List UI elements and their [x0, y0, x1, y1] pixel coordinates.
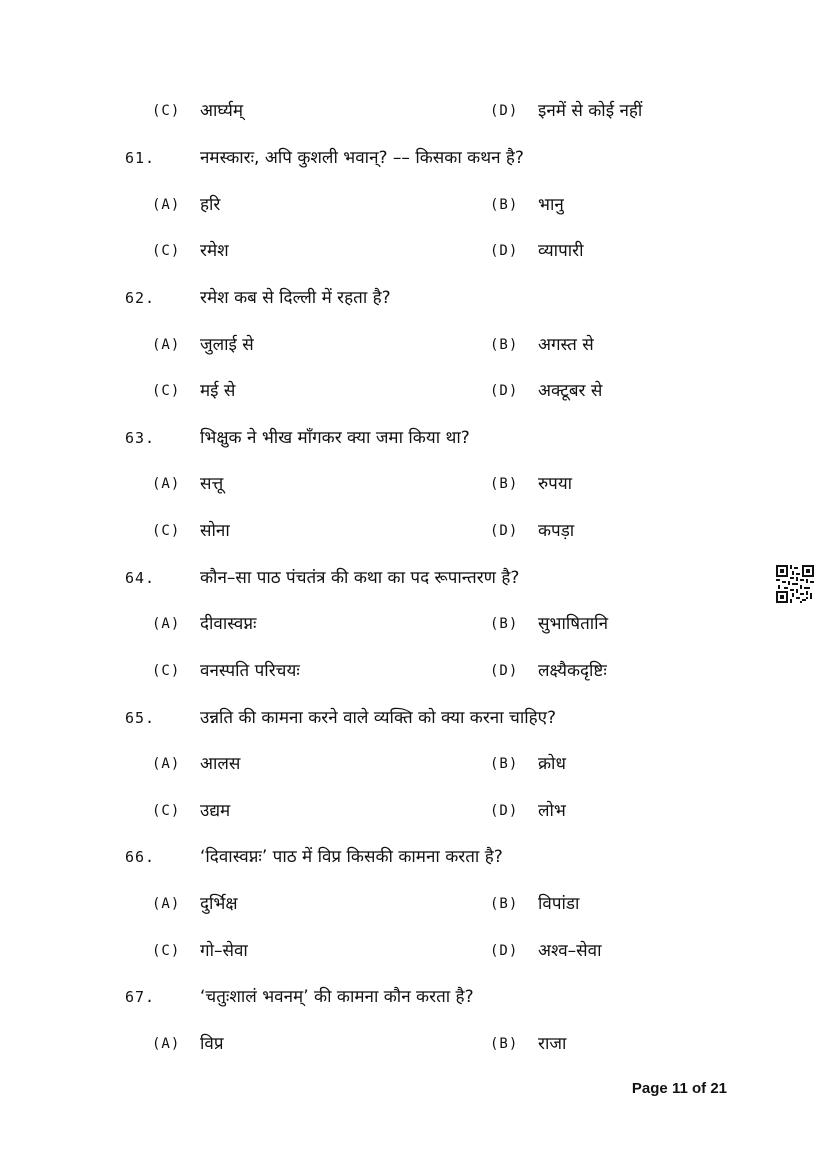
option-row [0, 800, 827, 822]
option-letter: (D) [490, 803, 519, 819]
option-text: सोना [200, 521, 230, 541]
question-63 [0, 427, 827, 449]
option-letter: (D) [490, 663, 519, 679]
option-row [0, 334, 827, 356]
option-text: जुलाई से [200, 335, 254, 355]
question-number: 64. [125, 569, 156, 587]
option-letter: (D) [490, 243, 519, 259]
option-letter: (B) [490, 756, 519, 772]
question-64 [0, 567, 827, 589]
option-text: हरि [200, 195, 221, 215]
page-word: Page [631, 1080, 668, 1097]
question-text: नमस्कारः, अपि कुशली भवान्? –– किसका कथन है? [200, 148, 524, 168]
question-65 [0, 707, 827, 729]
option-row [0, 380, 827, 402]
option-text: रमेश [200, 241, 229, 261]
option-letter: (B) [490, 896, 519, 912]
option-letter: (D) [490, 523, 519, 539]
option-text: रुपया [538, 474, 573, 494]
question-text: ‘दिवास्वप्नः’ पाठ में विप्र किसकी कामना करता है? [200, 847, 503, 867]
option-row [0, 240, 827, 262]
option-text: अगस्त से [538, 335, 594, 355]
question-67 [0, 986, 827, 1008]
option-text: अश्व–सेवा [538, 941, 602, 961]
option-text: लक्ष्यैकदृष्टिः [538, 661, 607, 681]
question-text: रमेश कब से दिल्ली में रहता है? [200, 288, 391, 308]
option-text: कपड़ा [538, 521, 575, 541]
question-text: उन्नति की कामना करने वाले व्यक्ति को क्या करना चाहिए? [200, 708, 557, 728]
option-text: विप्र [200, 1034, 224, 1054]
option-letter: (C) [152, 803, 181, 819]
option-row [0, 520, 827, 542]
option-row [0, 660, 827, 682]
option-letter: (C) [152, 663, 181, 679]
page-number-footer [632, 1080, 727, 1097]
option-text: व्यापारी [538, 241, 584, 261]
option-row [0, 100, 827, 122]
option-letter: (A) [152, 1036, 181, 1052]
current-page: 11 [671, 1080, 688, 1097]
option-text: आलस [200, 754, 241, 774]
option-letter: (C) [152, 943, 181, 959]
of-word: of [691, 1080, 707, 1097]
option-letter: (D) [490, 943, 519, 959]
question-text: ‘चतुःशालं भवनम्’ की कामना कौन करता है? [200, 987, 474, 1007]
question-number: 66. [125, 848, 156, 866]
option-letter: (B) [490, 337, 519, 353]
question-62 [0, 287, 827, 309]
option-letter: (B) [490, 197, 519, 213]
question-number: 61. [125, 149, 156, 167]
option-row [0, 194, 827, 216]
option-letter: (B) [490, 1036, 519, 1052]
option-text: गो–सेवा [200, 941, 248, 961]
option-letter: (A) [152, 896, 181, 912]
option-letter: (A) [152, 616, 181, 632]
question-66 [0, 846, 827, 868]
option-letter: (A) [152, 337, 181, 353]
option-letter: (C) [152, 383, 181, 399]
option-letter: (A) [152, 197, 181, 213]
question-number: 65. [125, 709, 156, 727]
option-letter: (C) [152, 243, 181, 259]
question-text: कौन–सा पाठ पंचतंत्र की कथा का पद रूपान्तरण है? [200, 568, 520, 588]
total-pages: 21 [710, 1080, 727, 1097]
option-text: मई से [200, 381, 236, 401]
option-row [0, 940, 827, 962]
option-row [0, 893, 827, 915]
option-letter: (A) [152, 476, 181, 492]
option-row [0, 753, 827, 775]
option-row [0, 1033, 827, 1055]
option-letter: (B) [490, 476, 519, 492]
option-text: भानु [538, 195, 564, 215]
question-number: 67. [125, 988, 156, 1006]
option-letter: (D) [490, 103, 519, 119]
option-text: आर्घ्यम् [200, 101, 244, 121]
option-text: क्रोध [538, 754, 566, 774]
option-text: अक्टूबर से [538, 381, 603, 401]
option-text: दुर्भिक्ष [200, 894, 238, 914]
option-text: राजा [538, 1034, 567, 1054]
option-text: इनमें से कोई नहीं [538, 101, 643, 121]
option-text: सुभाषितानि [538, 614, 609, 634]
option-text: लोभ [538, 801, 566, 821]
option-letter: (C) [152, 523, 181, 539]
option-letter: (C) [152, 103, 181, 119]
question-61 [0, 147, 827, 169]
option-letter: (D) [490, 383, 519, 399]
option-text: उद्यम [200, 801, 231, 821]
option-text: विपांडा [538, 894, 580, 914]
option-letter: (B) [490, 616, 519, 632]
qr-code-icon [776, 565, 814, 603]
question-number: 62. [125, 289, 156, 307]
option-text: वनस्पति परिचयः [200, 661, 300, 681]
option-row [0, 613, 827, 635]
option-text: दीवास्वप्नः [200, 614, 257, 634]
question-number: 63. [125, 429, 156, 447]
option-row [0, 473, 827, 495]
question-text: भिक्षुक ने भीख माँगकर क्या जमा किया था? [200, 428, 470, 448]
option-text: सत्तू [200, 474, 224, 494]
option-letter: (A) [152, 756, 181, 772]
